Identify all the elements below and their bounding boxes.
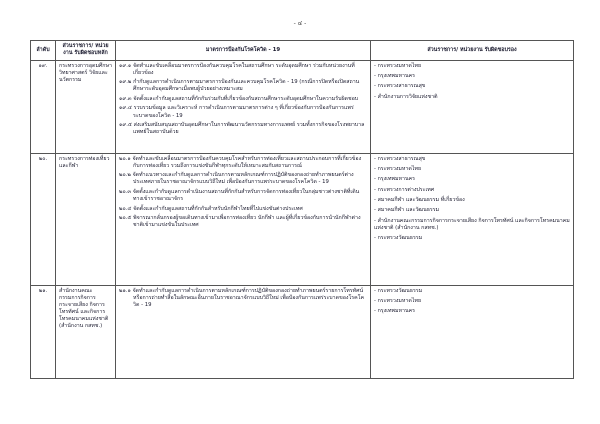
header-support-agency: ส่วนราชการ/ หน่วยงาน รับผิดชอบรอง bbox=[371, 41, 574, 61]
header-measure: มาตรการป้องกันโรคโควิด - 19 bbox=[116, 41, 371, 61]
measure-list bbox=[116, 153, 371, 285]
row-number: ๒๐. bbox=[31, 153, 56, 285]
support-item: - สมาคมกีฬา และวัฒนธรรม ที่เกี่ยวข้อง bbox=[374, 196, 465, 203]
support-item: - กระทรวงการต่างประเทศ bbox=[374, 186, 435, 193]
support-item: - กระทรวงสาธารณสุข bbox=[374, 83, 426, 90]
row-number: ๑๙. bbox=[31, 60, 56, 153]
measure-item: ๒๑.๑ จัดทำและกำกับดูแลการดำเนินการตามหลักเกณฑ์การปฏิบัติของกองถ่ายทำภาพยนตร์รายการโทรทัศน์หรือการถ่ายทำสื่อในลักษณะอื่นภายในราชอาณาจักรแบบวิถีใหม่ เพื่อป้องกันการแพร่ระบาดของโรคโควิด - 19 bbox=[119, 287, 365, 308]
measure-item: ๑๙.๓ จัดตั้งและกำกับดูแลสถานที่กักกันร่วมกับที่เกี่ยวข้องกับสถานศึกษาระดับอุดมศึกษาในความรับผิดชอบ bbox=[119, 95, 359, 102]
measure-item: ๒๐.๑ จัดทำและขับเคลื่อนมาตรการป้องกันควบคุมโรคสำหรับการท่องเที่ยวและสถานประกอบการที่เกี่ยวข้องกับการท่องเที่ยว รวมถึงการแข่งขันกีฬาทุกระดับให้เหมาะสมกับสถานการณ์ bbox=[119, 155, 362, 169]
support-item: - กระทรวงมหาดไทย bbox=[374, 297, 422, 304]
measure-list bbox=[116, 285, 371, 378]
measure-item: ๑๙.๔ รวบรวมข้อมูล และวิเคราะห์ การดำเนินการตามมาตรการต่าง ๆ ที่เกี่ยวข้องกับการป้องกันการแพร่ระบาดของโควิด - 19 bbox=[119, 105, 354, 119]
measure-item: ๑๙.๑ จัดทำและขับเคลื่อนมาตรการป้องกันควบคุมโรคในสถานศึกษา ระดับอุดมศึกษา ร่วมกับหน่วยงานที่เกี่ยวข้อง bbox=[119, 62, 355, 76]
lead-agency: กระทรวงการท่องเที่ยวและกีฬา bbox=[56, 153, 116, 285]
header-no: ลำดับ bbox=[31, 41, 56, 61]
measure-item: ๒๐.๒ จัดทำแนวทางและกำกับดูแลการดำเนินการตามหลักเกณฑ์การปฏิบัติของกองถ่ายทำภาพยนตร์ต่างประเทศภายในราชอาณาจักรแบบวิถีใหม่ เพื่อป้องกันการแพร่ระบาดของโรคโควิด - 19 bbox=[119, 172, 354, 186]
table-header-row bbox=[31, 41, 574, 61]
row-number: ๒๑. bbox=[31, 285, 56, 378]
lead-agency: สำนักงานคณะกรรมการกิจการกระจายเสียง กิจการโทรทัศน์ และกิจการโทรคมนาคมแห่งชาติ (สำนักงาน กสทช.) bbox=[56, 285, 116, 378]
support-item: - กระทรวงมหาดไทย bbox=[374, 62, 422, 69]
support-item: - กระทรวงวัฒนธรรม bbox=[374, 287, 423, 294]
page-number: - ๔ - bbox=[293, 20, 307, 27]
support-item: - สำนักงานคณะกรรมการกิจการกระจายเสียง กิจการโทรทัศน์ และกิจการโทรคมนาคมแห่งชาติ (สำนักงาน กสทช.) bbox=[374, 217, 570, 231]
measure-item: ๒๐.๕ พิจารณากลั่นกรองผู้ขอเดินทางเข้ามาเพื่อการท่องเที่ยว นักกีฬา และผู้ที่เกี่ยวข้องกับการนำนักกีฬาต่างชาติเข้ามาแข่งขันในประเทศ bbox=[119, 215, 361, 229]
support-item: - กระทรวงมหาดไทย bbox=[374, 165, 422, 172]
support-item: - กระทรวงวัฒนธรรม bbox=[374, 235, 423, 242]
measure-item: ๒๐.๔ จัดตั้งและกำกับดูแลสถานที่กักกันสำหรับนักกีฬาไทยที่ไปแข่งขันต่างประเทศ bbox=[119, 205, 303, 212]
lead-agency: กระทรวงการอุดมศึกษา วิทยาศาสตร์ วิจัยและนวัตกรรม bbox=[56, 60, 116, 153]
measure-item: ๑๙.๕ ส่งเสริมสนับสนุนสถาบันอุดมศึกษาในการพัฒนานวัตกรรมทางการแพทย์ รวมทั้งการกิจของโรงพยาบาลแพทย์ในสถาบันด้วย bbox=[119, 122, 365, 136]
header-lead-agency: ส่วนราชการ/ หน่วยงาน รับผิดชอบหลัก bbox=[56, 41, 116, 61]
support-list bbox=[371, 153, 574, 285]
table-row bbox=[31, 285, 574, 378]
measure-item: ๒๐.๓ จัดตั้งและกำกับดูแลการดำเนินงานสถานที่กักกันสำหรับการจัดการท่องเที่ยวในกลุ่มชาวต่างชาติที่เดินทางเข้าราชอาณาจักร bbox=[119, 188, 360, 203]
support-item: - กระทรวงสาธารณสุข bbox=[374, 155, 426, 162]
measures-table bbox=[30, 40, 574, 379]
measure-list bbox=[116, 60, 371, 153]
support-item: - กรุงเทพมหานคร bbox=[374, 72, 415, 79]
support-item: - กรุงเทพมหานคร bbox=[374, 308, 415, 315]
support-item: - สำนักงานการวิจัยแห่งชาติ bbox=[374, 93, 438, 100]
table-row bbox=[31, 60, 574, 153]
measure-item: ๑๙.๒ กำกับดูแลการดำเนินการตามมาตรการป้องกันและควบคุมโรคโควิด - 19 (กรณีการปิดหรือเปิดสถานศึกษาระดับอุดมศึกษาเมื่อพบผู้ป่วยอย่างเหมาะสม bbox=[119, 79, 360, 93]
support-list bbox=[371, 60, 574, 153]
support-item: - สมาคมกีฬา และวัฒนธรรม bbox=[374, 207, 440, 214]
table-row bbox=[31, 153, 574, 285]
support-item: - กรุงเทพมหานคร bbox=[374, 176, 415, 183]
support-list bbox=[371, 285, 574, 378]
